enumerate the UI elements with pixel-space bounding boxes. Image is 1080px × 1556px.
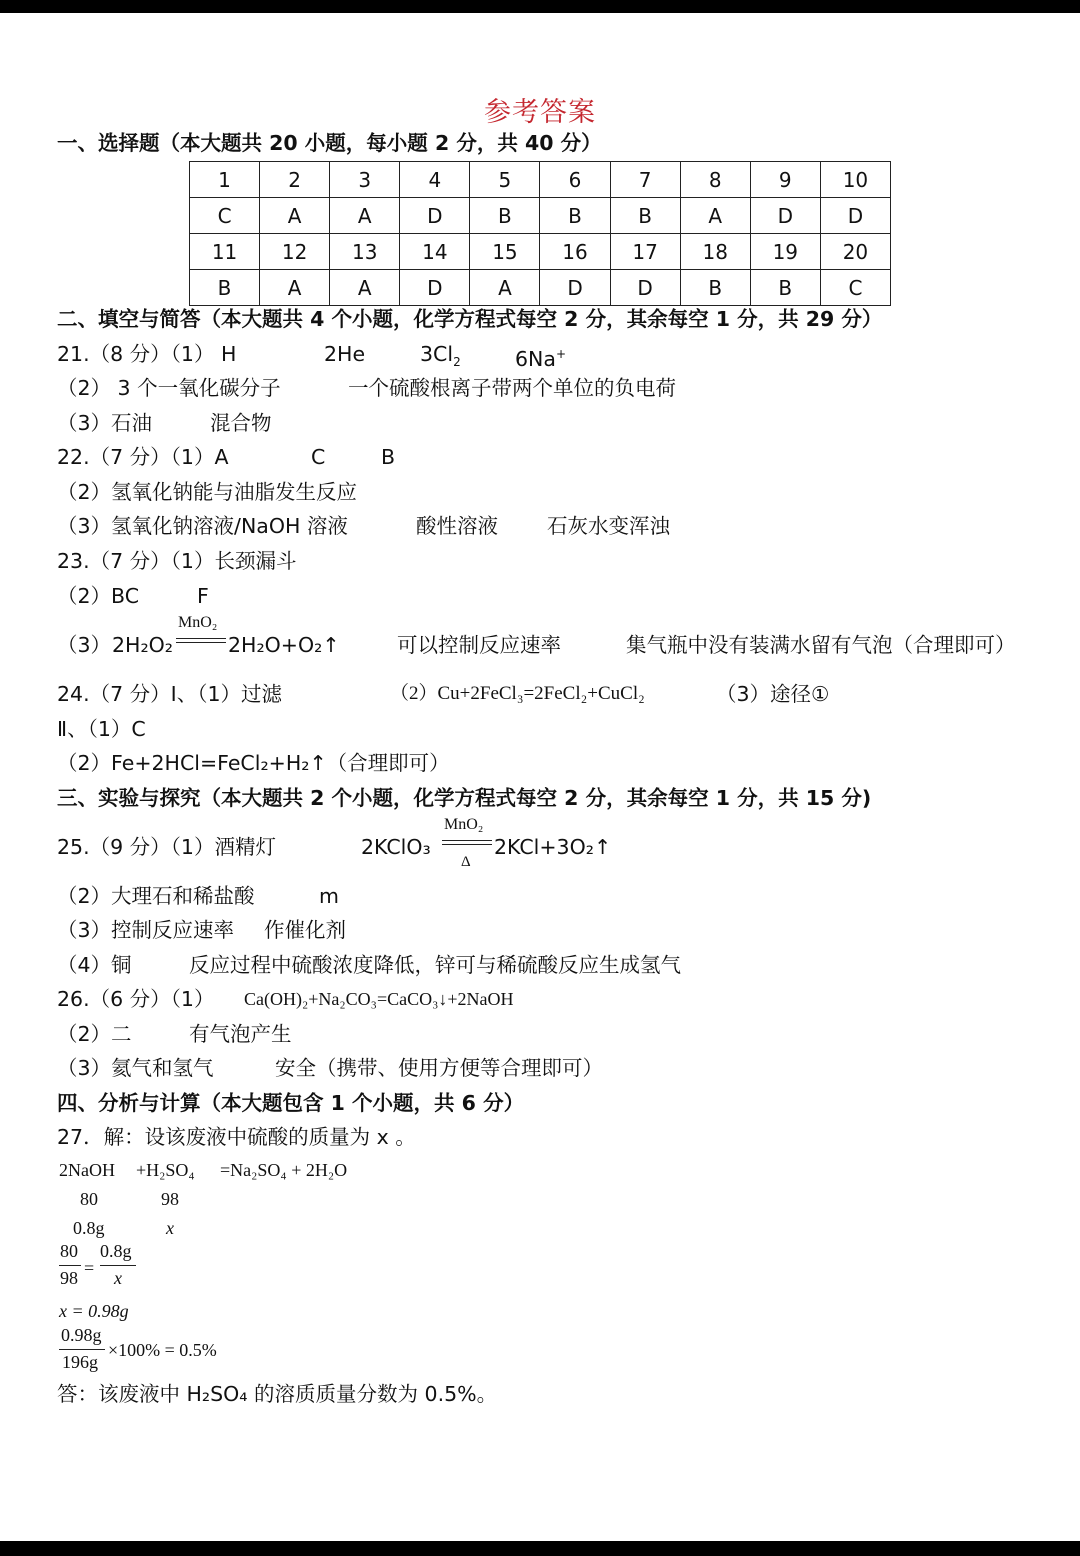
q23-part3-c: 集气瓶中没有装满水留有气泡（合理即可） [626, 633, 1016, 657]
q26-part2: （2）二 [57, 1022, 132, 1046]
q24-part3: （3）途径① [716, 682, 830, 706]
bottom-black-bar [0, 1541, 1080, 1556]
answer-table-row [190, 162, 891, 198]
q23-part3-b: 可以控制反应速率 [397, 633, 561, 657]
q22-answer-b: B [381, 445, 396, 469]
q25-part4-b: 反应过程中硫酸浓度降低，锌可与稀硫酸反应生成氢气 [189, 953, 681, 977]
answer-cell: A [330, 198, 400, 234]
section1-heading: 一、选择题（本大题共 20 小题，每小题 2 分，共 40 分） [57, 131, 602, 155]
question-number-cell: 1 [190, 162, 260, 198]
section2-heading: 二、填空与简答（本大题共 4 个小题，化学方程式每空 2 分，其余每空 1 分，共 29 分） [57, 307, 883, 331]
answer-cell: B [610, 198, 680, 234]
q27-value-x: x [166, 1218, 174, 1238]
q25-eq-right: 2KCl+3O₂↑ [494, 835, 612, 859]
question-number-cell: 7 [610, 162, 680, 198]
q23-label: 23.（7 分）（1）长颈漏斗 [57, 549, 297, 573]
answer-table [189, 161, 891, 306]
q22-part2: （2）氢氧化钠能与油脂发生反应 [57, 480, 358, 504]
answer-cell: B [680, 270, 750, 306]
answer-cell: D [820, 198, 890, 234]
q25-part2: （2）大理石和稀盐酸 [57, 884, 255, 908]
question-number-cell: 16 [540, 234, 610, 270]
q22-answer-c: C [311, 445, 326, 469]
answer-table-row [190, 270, 891, 306]
answer-cell: C [820, 270, 890, 306]
q22-part3-b: 酸性溶液 [416, 514, 498, 538]
q26-part2-b: 有气泡产生 [189, 1022, 292, 1046]
question-number-cell: 15 [470, 234, 540, 270]
answer-cell: B [540, 198, 610, 234]
question-number-cell: 11 [190, 234, 260, 270]
question-number-cell: 18 [680, 234, 750, 270]
q21-part2: （2） 3 个一氧化碳分子 [57, 376, 281, 400]
question-number-cell: 4 [400, 162, 470, 198]
answer-cell: B [750, 270, 820, 306]
q27-answer: 答：该废液中 H₂SO₄ 的溶质质量分数为 0.5%。 [57, 1382, 498, 1406]
question-number-cell: 10 [820, 162, 890, 198]
question-number-cell: 3 [330, 162, 400, 198]
q27-result: x = 0.98g [59, 1301, 129, 1321]
answer-cell: A [330, 270, 400, 306]
q26-label: 26.（6 分）（1） [57, 987, 215, 1011]
answer-cell: A [680, 198, 750, 234]
q21-label: 21.（8 分）（1） H [57, 342, 237, 366]
q27-mass-80: 80 [80, 1189, 98, 1209]
answer-cell: C [190, 198, 260, 234]
q27-percentage: ×100% = 0.5% [108, 1340, 217, 1360]
answer-cell: B [470, 198, 540, 234]
answer-table-row [190, 198, 891, 234]
answer-cell: A [260, 270, 330, 306]
question-number-cell: 12 [260, 234, 330, 270]
question-number-cell: 5 [470, 162, 540, 198]
page-title: 参考答案 [484, 97, 596, 128]
q21-part3: （3）石油 [57, 411, 153, 435]
q21-part2-b: 一个硫酸根离子带两个单位的负电荷 [348, 376, 676, 400]
question-number-cell: 2 [260, 162, 330, 198]
q21-part3-b: 混合物 [210, 411, 272, 435]
q26-eq: Ca(OH)₂+Na₂CO₃=CaCO₃↓+2NaOH [244, 989, 514, 1009]
q26-part3: （3）氦气和氢气 [57, 1056, 214, 1080]
q22-part3: （3）氢氧化钠溶液/NaOH 溶液 [57, 514, 348, 538]
q27-eq-h2so4: +H₂SO₄ [136, 1160, 195, 1180]
question-number-cell: 20 [820, 234, 890, 270]
q25-part3-b: 作催化剂 [264, 918, 346, 942]
q23-eq-left: 2H₂O₂ [112, 633, 174, 657]
q27-mass-98: 98 [161, 1189, 179, 1209]
q24-part2: （2）Cu+2FeCl₃=2FeCl₂+CuCl₂ [390, 683, 645, 704]
q25-eq-left: 2KClO₃ [361, 835, 431, 859]
q25-part3: （3）控制反应速率 [57, 918, 235, 942]
question-number-cell: 17 [610, 234, 680, 270]
q21-answer-2he: 2He [324, 342, 366, 366]
question-number-cell: 8 [680, 162, 750, 198]
q26-part3-b: 安全（携带、使用方便等合理即可） [275, 1056, 603, 1080]
answer-cell: D [750, 198, 820, 234]
q25-label: 25.（9 分）（1）酒精灯 [57, 835, 276, 859]
q24-ii-part2: （2）Fe+2HCl=FeCl₂+H₂↑（合理即可） [57, 751, 450, 775]
answer-cell: A [470, 270, 540, 306]
q25-part2-b: m [319, 884, 339, 908]
q21-answer-6na: 6Na+ [515, 346, 567, 371]
q22-part3-c: 石灰水变浑浊 [547, 514, 670, 538]
q23-part3: （3） [57, 633, 112, 657]
q27-fraction-equals: = [84, 1258, 95, 1278]
answer-cell: B [190, 270, 260, 306]
q27-eq-products: =Na₂SO₄ + 2H₂O [220, 1160, 348, 1180]
question-number-cell: 14 [400, 234, 470, 270]
question-number-cell: 13 [330, 234, 400, 270]
answer-cell: D [610, 270, 680, 306]
q24-ii: Ⅱ、（1）C [57, 717, 146, 741]
q25-part4: （4）铜 [57, 953, 132, 977]
q24-label: 24.（7 分）Ⅰ、（1）过滤 [57, 682, 282, 706]
q22-label: 22.（7 分）（1）A [57, 445, 229, 469]
q23-part2-b: F [197, 584, 209, 608]
section3-heading: 三、实验与探究（本大题共 2 个小题，化学方程式每空 2 分，其余每空 1 分，共 15 分) [57, 786, 872, 810]
answer-cell: D [400, 270, 470, 306]
answer-cell: A [260, 198, 330, 234]
question-number-cell: 6 [540, 162, 610, 198]
section4-heading: 四、分析与计算（本大题包含 1 个小题，共 6 分） [57, 1091, 525, 1115]
q23-eq-right: 2H₂O+O₂↑ [228, 633, 340, 657]
q21-answer-3cl2: $3Cl_2$ [420, 342, 461, 370]
q27-label: 27．解：设该废液中硫酸的质量为 x 。 [57, 1125, 416, 1149]
answer-table-row [190, 234, 891, 270]
q27-value-08g: 0.8g [73, 1218, 105, 1238]
answer-cell: D [400, 198, 470, 234]
top-black-bar [0, 0, 1080, 13]
q27-eq-naoh: 2NaOH [59, 1160, 115, 1180]
question-number-cell: 9 [750, 162, 820, 198]
question-number-cell: 19 [750, 234, 820, 270]
q23-part2: （2）BC [57, 584, 140, 608]
answer-cell: D [540, 270, 610, 306]
